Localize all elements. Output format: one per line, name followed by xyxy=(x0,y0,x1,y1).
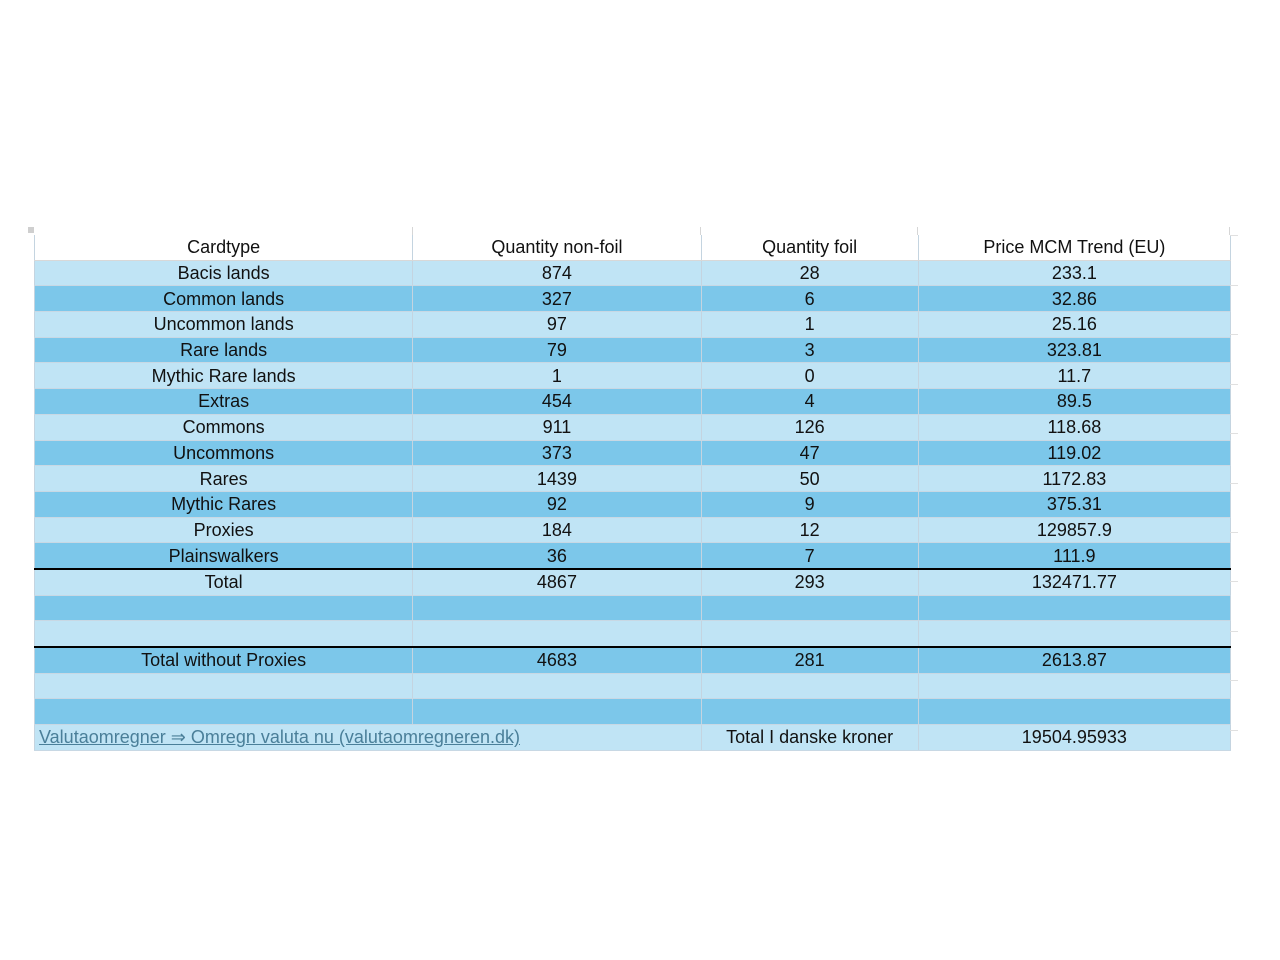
table-row xyxy=(35,363,1231,389)
header-quantity-foil[interactable]: Quantity foil xyxy=(701,235,918,260)
cell-cardtype[interactable]: Uncommon lands xyxy=(35,312,413,338)
cell-nonfoil[interactable]: 454 xyxy=(413,389,701,415)
empty-cell[interactable] xyxy=(35,699,413,725)
cell-price[interactable]: 1172.83 xyxy=(918,466,1230,492)
cell-nonfoil[interactable]: 184 xyxy=(413,517,701,543)
cell-cardtype[interactable]: Plainswalkers xyxy=(35,543,413,569)
currency-converter-link[interactable]: Valutaomregner ⇒ Omregn valuta nu (valutaomregneren.dk) xyxy=(39,727,520,748)
cell-foil[interactable]: 50 xyxy=(701,466,918,492)
header-price[interactable]: Price MCM Trend (EU) xyxy=(918,235,1230,260)
table-row xyxy=(35,286,1231,312)
cell-nonfoil[interactable]: 911 xyxy=(413,414,701,440)
total-foil[interactable]: 293 xyxy=(701,569,918,595)
header-row xyxy=(35,235,1231,260)
cell-nonfoil[interactable]: 327 xyxy=(413,286,701,312)
cell-nonfoil[interactable]: 79 xyxy=(413,337,701,363)
cell-cardtype[interactable]: Proxies xyxy=(35,517,413,543)
cell-foil[interactable]: 0 xyxy=(701,363,918,389)
empty-row xyxy=(35,595,1231,621)
inventory-table xyxy=(34,235,1231,751)
empty-row xyxy=(35,699,1231,725)
cell-price[interactable]: 129857.9 xyxy=(918,517,1230,543)
table-row xyxy=(35,543,1231,569)
cell-foil[interactable]: 4 xyxy=(701,389,918,415)
dkk-total-value[interactable]: 19504.95933 xyxy=(918,725,1230,751)
total-without-proxies-nonfoil[interactable]: 4683 xyxy=(413,647,701,673)
cell-cardtype[interactable]: Rare lands xyxy=(35,337,413,363)
cell-nonfoil[interactable]: 874 xyxy=(413,260,701,286)
header-quantity-nonfoil[interactable]: Quantity non-foil xyxy=(413,235,701,260)
cell-nonfoil[interactable]: 1439 xyxy=(413,466,701,492)
cell-cardtype[interactable]: Uncommons xyxy=(35,440,413,466)
empty-cell[interactable] xyxy=(413,595,701,621)
header-cardtype[interactable]: Cardtype xyxy=(35,235,413,260)
empty-cell[interactable] xyxy=(413,621,701,647)
cell-price[interactable]: 375.31 xyxy=(918,491,1230,517)
cell-foil[interactable]: 126 xyxy=(701,414,918,440)
table-row xyxy=(35,414,1231,440)
total-row xyxy=(35,569,1231,595)
cell-foil[interactable]: 28 xyxy=(701,260,918,286)
cell-cardtype[interactable]: Commons xyxy=(35,414,413,440)
empty-cell[interactable] xyxy=(35,621,413,647)
empty-cell[interactable] xyxy=(701,699,918,725)
total-label[interactable]: Total xyxy=(35,569,413,595)
total-without-proxies-price[interactable]: 2613.87 xyxy=(918,647,1230,673)
cell-cardtype[interactable]: Extras xyxy=(35,389,413,415)
empty-cell[interactable] xyxy=(918,673,1230,699)
empty-row xyxy=(35,621,1231,647)
cell-nonfoil[interactable]: 36 xyxy=(413,543,701,569)
cell-foil[interactable]: 9 xyxy=(701,491,918,517)
cell-nonfoil[interactable]: 97 xyxy=(413,312,701,338)
table-row xyxy=(35,517,1231,543)
cell-price[interactable]: 233.1 xyxy=(918,260,1230,286)
empty-cell[interactable] xyxy=(413,699,701,725)
cell-price[interactable]: 11.7 xyxy=(918,363,1230,389)
cell-foil[interactable]: 12 xyxy=(701,517,918,543)
empty-cell[interactable] xyxy=(35,595,413,621)
cell-cardtype[interactable]: Mythic Rare lands xyxy=(35,363,413,389)
table-row xyxy=(35,260,1231,286)
column-gridlines xyxy=(28,227,1238,235)
cell-nonfoil[interactable]: 1 xyxy=(413,363,701,389)
cell-price[interactable]: 89.5 xyxy=(918,389,1230,415)
cell-foil[interactable]: 47 xyxy=(701,440,918,466)
dkk-total-label[interactable]: Total I danske kroner xyxy=(701,725,918,751)
cell-cardtype[interactable]: Mythic Rares xyxy=(35,491,413,517)
cell-foil[interactable]: 1 xyxy=(701,312,918,338)
total-nonfoil[interactable]: 4867 xyxy=(413,569,701,595)
right-gridline-ticks xyxy=(1230,227,1238,737)
total-price[interactable]: 132471.77 xyxy=(918,569,1230,595)
empty-cell[interactable] xyxy=(701,621,918,647)
cell-cardtype[interactable]: Common lands xyxy=(35,286,413,312)
empty-cell[interactable] xyxy=(35,673,413,699)
empty-cell[interactable] xyxy=(918,699,1230,725)
total-without-proxies-label[interactable]: Total without Proxies xyxy=(35,647,413,673)
cell-nonfoil[interactable]: 92 xyxy=(413,491,701,517)
table-row xyxy=(35,440,1231,466)
table-row xyxy=(35,389,1231,415)
table-row xyxy=(35,466,1231,492)
table-row xyxy=(35,491,1231,517)
cell-nonfoil[interactable]: 373 xyxy=(413,440,701,466)
empty-cell[interactable] xyxy=(918,595,1230,621)
cell-price[interactable]: 323.81 xyxy=(918,337,1230,363)
total-without-proxies-row xyxy=(35,647,1231,673)
empty-cell[interactable] xyxy=(701,595,918,621)
cell-price[interactable]: 32.86 xyxy=(918,286,1230,312)
empty-cell[interactable] xyxy=(918,621,1230,647)
empty-row xyxy=(35,673,1231,699)
cell-price[interactable]: 119.02 xyxy=(918,440,1230,466)
cell-cardtype[interactable]: Rares xyxy=(35,466,413,492)
total-without-proxies-foil[interactable]: 281 xyxy=(701,647,918,673)
cell-foil[interactable]: 6 xyxy=(701,286,918,312)
footer-row xyxy=(35,725,1231,751)
cell-cardtype[interactable]: Bacis lands xyxy=(35,260,413,286)
cell-price[interactable]: 111.9 xyxy=(918,543,1230,569)
cell-foil[interactable]: 7 xyxy=(701,543,918,569)
currency-converter-cell[interactable] xyxy=(35,725,702,751)
cell-price[interactable]: 118.68 xyxy=(918,414,1230,440)
empty-cell[interactable] xyxy=(413,673,701,699)
table-row xyxy=(35,337,1231,363)
cell-price[interactable]: 25.16 xyxy=(918,312,1230,338)
empty-cell[interactable] xyxy=(701,673,918,699)
cell-foil[interactable]: 3 xyxy=(701,337,918,363)
table-row xyxy=(35,312,1231,338)
